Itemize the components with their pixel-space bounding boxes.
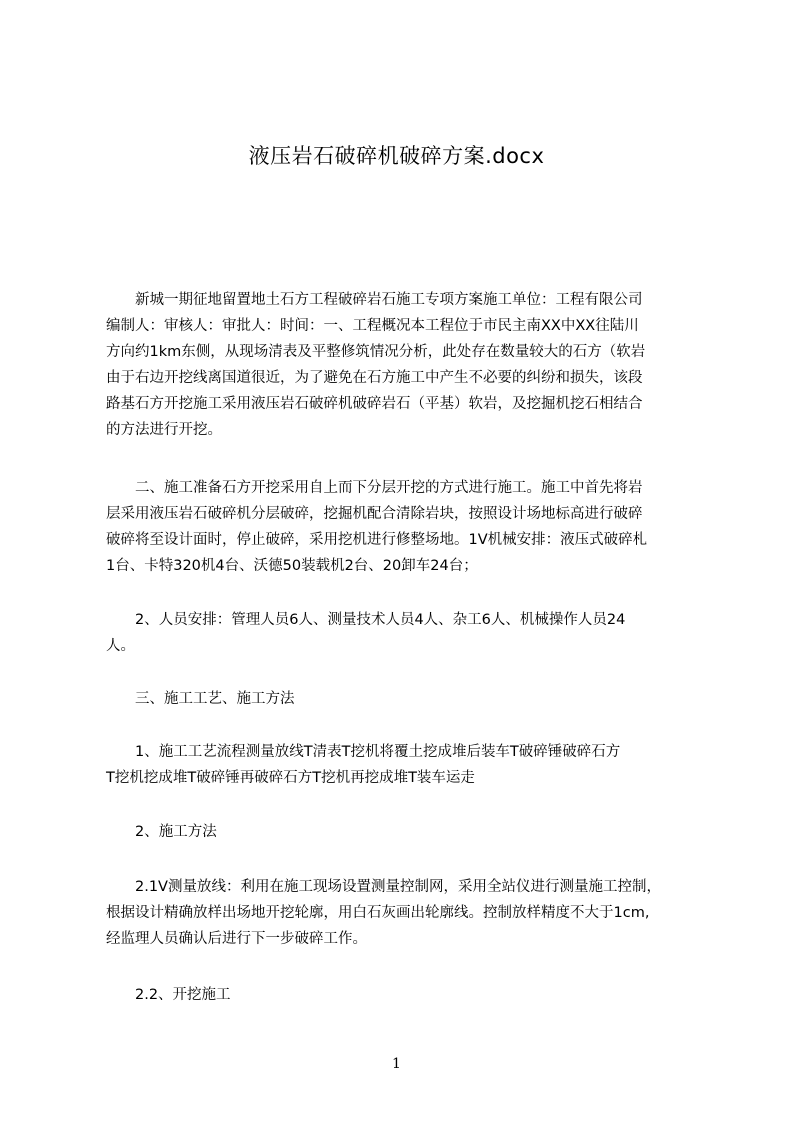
paragraph-survey-layout (106, 874, 700, 952)
text-line: 方向约1km东侧，从现场清表及平整修筑情况分析，此处存在数量较大的石方（软岩 (106, 344, 646, 360)
paragraph-project-overview (106, 287, 700, 443)
heading-construction-process (106, 686, 700, 712)
text-line: 二、施工准备石方开挖采用自上而下分层开挖的方式进行施工。施工中首先将岩 (106, 480, 643, 496)
text-line: 2、人员安排：管理人员6人、测量技术人员4人、杂工6人、机械操作人员24 (106, 612, 626, 628)
text-line: T挖机挖成堆T破碎锤再破碎石方T挖机再挖成堆T装车运走 (106, 770, 475, 786)
text-line: 经监理人员确认后进行下一步破碎工作。 (106, 931, 367, 947)
text-line: 新城一期征地留置地土石方工程破碎岩石施工专项方案施工单位：工程有限公司 (106, 292, 643, 308)
text-line: 根据设计精确放样出场地开挖轮廓，用白石灰画出轮廓线。控制放样精度不大于1cm, (106, 905, 650, 921)
text-line: 三、施工工艺、施工方法 (106, 691, 295, 707)
text-line: 人。 (106, 638, 135, 654)
heading-construction-method (106, 819, 700, 845)
text-line: 路基石方开挖施工采用液压岩石破碎机破碎岩石（平基）软岩，及挖掘机挖石相结合 (106, 396, 643, 412)
page-number: 1 (392, 1056, 401, 1072)
heading-excavation (106, 982, 700, 1008)
text-line: 的方法进行开挖。 (106, 422, 222, 438)
paragraph-process-flow (106, 739, 700, 791)
text-line: 破碎将至设计面时，停止破碎，采用挖机进行修整场地。1V机械安排：液压式破碎札 (106, 532, 648, 548)
document-title: 液压岩石破碎机破碎方案.docx (248, 144, 545, 168)
paragraph-construction-preparation (106, 475, 700, 579)
text-line: 编制人：审核人：审批人：时间：一、工程概况本工程位于市民主南XX中XX往陆川 (106, 318, 639, 334)
text-line: 层采用液压岩石破碎机分层破碎，挖掘机配合清除岩块，按照设计场地标高进行破碎 (106, 506, 643, 522)
text-line: 1台、卡特320机4台、沃德50装载机2台、20卸车24台； (106, 558, 478, 574)
text-line: 2.1V测量放线：利用在施工现场设置测量控制网，采用全站仪进行测量施工控制， (106, 879, 661, 895)
text-line: 1、施工工艺流程测量放线T清表T挖机将覆土挖成堆后装车T破碎锤破碎石方 (106, 744, 621, 760)
paragraph-staffing (106, 607, 700, 659)
text-line: 2.2、开挖施工 (106, 987, 231, 1003)
text-line: 2、施工方法 (106, 824, 217, 840)
text-line: 由于右边开挖线离国道很近，为了避免在石方施工中产生不必要的纠纷和损失，该段 (106, 370, 643, 386)
